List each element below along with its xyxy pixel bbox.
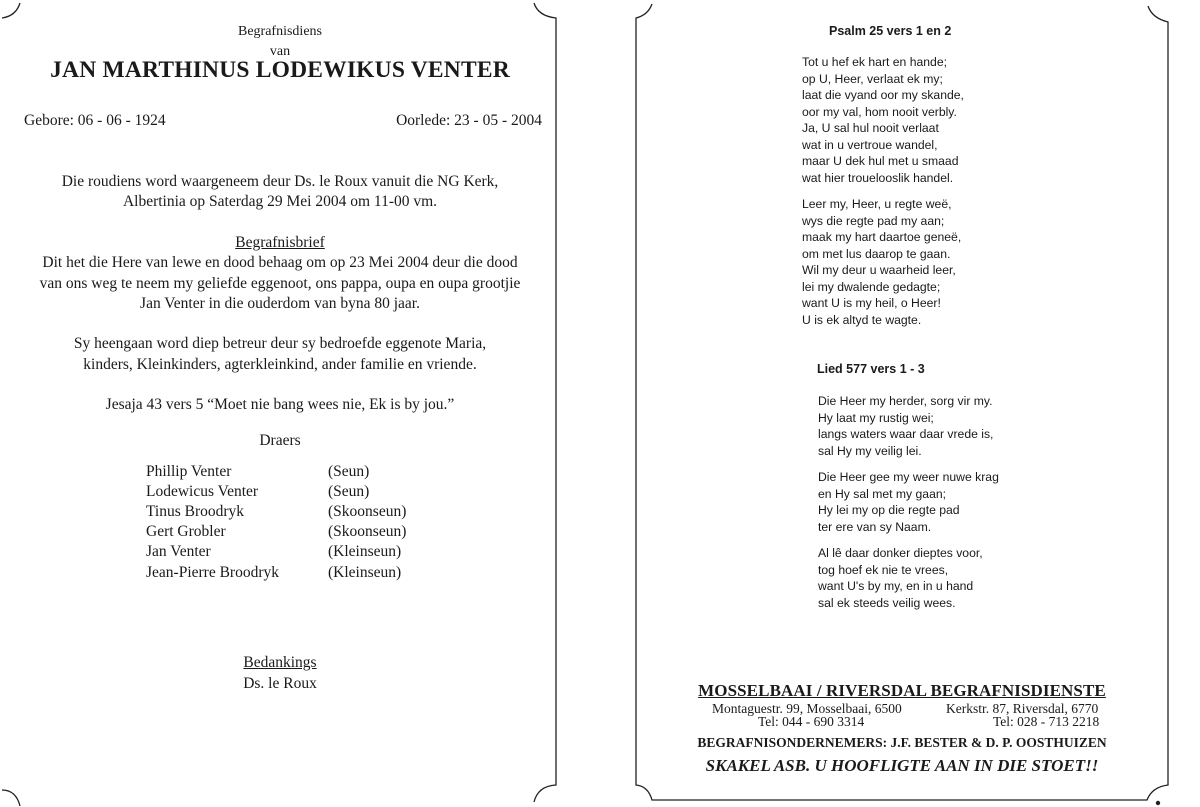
psalm-verses (802, 54, 964, 328)
hymn-heading: Lied 577 vers 1 - 3 (817, 362, 925, 376)
letter-heading: Begrafnisbrief (235, 234, 325, 251)
letter-text (0, 253, 560, 315)
bearer-relation: (Seun) (328, 483, 370, 500)
address-mosselbaai: Montaguestr. 99, Mosselbaai, 6500 (712, 701, 902, 716)
tel-riversdal: Tel: 028 - 713 2218 (993, 714, 1100, 729)
funeral-home-name: MOSSELBAAI / RIVERSDAL BEGRAFNISDIENSTE (698, 681, 1106, 700)
hymn-line: Hy laat my rustig wei; (818, 410, 934, 425)
birth-date: Gebore: 06 - 06 - 1924 (24, 112, 166, 129)
psalm-line: Tot u hef ek hart en hande; (802, 55, 947, 69)
bearer-relation: (Seun) (328, 463, 370, 480)
psalm-line: Ja, U sal hul nooit verlaat (802, 121, 939, 135)
bearer-name: Phillip Venter (146, 463, 232, 480)
bearer-name: Gert Grobler (146, 523, 226, 540)
letter-line: Jan Venter in die ouderdom van byna 80 jaar. (140, 295, 420, 312)
psalm-heading: Psalm 25 vers 1 en 2 (829, 24, 952, 38)
thanks-name: Ds. le Roux (243, 675, 317, 692)
service-info-line: Albertinia op Saterdag 29 Mei 2004 om 11-00 vm. (122, 193, 438, 210)
hymn-line: tog hoef ek nie te vrees, (818, 562, 949, 577)
thanks-heading: Bedankings (243, 654, 317, 671)
headlights-notice: SKAKEL ASB. U HOOFLIGTE AAN IN DIE STOET!! (705, 756, 1099, 775)
hymn-line: sal ek steeds veilig wees. (818, 595, 956, 610)
scripture-verse: Jesaja 43 vers 5 “Moet nie bang wees nie, Ek is by jou.” (105, 396, 455, 413)
death-date: Oorlede: 23 - 05 - 2004 (396, 112, 542, 129)
hymn-line: Al lê daar donker dieptes voor, (818, 546, 983, 560)
psalm-line: wat in u vertroue wandel, (802, 137, 938, 152)
tel-mosselbaai: Tel: 044 - 690 3314 (758, 714, 865, 729)
hymn-line: sal Hy my veilig lei. (818, 443, 922, 458)
hymn-line: langs waters waar daar vrede is, (818, 427, 994, 441)
psalm-line: maar U dek hul met u smaad (802, 154, 959, 168)
hymn-verses (818, 393, 999, 611)
hymn-line: Hy lei my op die regte pad (818, 503, 960, 517)
bearers-heading: Draers (259, 432, 301, 449)
hymn-line: ter ere van sy Naam. (818, 519, 932, 534)
bearer-name: Jean-Pierre Broodryk (146, 564, 279, 581)
mourners-text (0, 333, 560, 375)
psalm-line: Wil my deur u waarheid leer, (802, 263, 956, 277)
hymn-line: want U's by my, en in u hand (818, 579, 974, 593)
bearer-relation: (Skoonseun) (328, 503, 407, 520)
stanza-gap (818, 459, 999, 469)
psalm-line: om met lus daarop te gaan. (802, 246, 951, 261)
psalm-line: wys die regte pad my aan; (802, 213, 945, 228)
hymn-line: Die Heer gee my weer nuwe krag (818, 470, 999, 484)
hymn-line: en Hy sal met my gaan; (818, 486, 947, 501)
letter-line: van ons weg te neem my geliefde eggenoot, ons pappa, oupa en oupa grootjie (39, 274, 521, 292)
bearer-name: Lodewicus Venter (146, 483, 259, 500)
psalm-line: oor my val, hom nooit verbly. (802, 104, 957, 119)
psalm-line: want U is my heil, o Heer! (802, 296, 941, 310)
psalm-line: Leer my, Heer, u regte weë, (802, 197, 952, 211)
address-riversdal: Kerkstr. 87, Riversdal, 6770 (946, 701, 1099, 716)
psalm-line: maak my hart daartoe geneë, (802, 230, 962, 244)
bearer-relation: (Kleinseun) (328, 564, 402, 581)
deceased-name: JAN MARTHINUS LODEWIKUS VENTER (50, 57, 510, 83)
bearer-name: Jan Venter (146, 543, 211, 560)
bearer-relation: (Kleinseun) (328, 543, 402, 560)
mourners-line: Sy heengaan word diep betreur deur sy bedroefde eggenote Maria, (73, 335, 487, 352)
service-info (0, 172, 560, 212)
hymn-line: Die Heer my herder, sorg vir my. (818, 394, 993, 408)
funeral-program-left (0, 0, 560, 807)
undertakers: BEGRAFNISONDERNEMERS: J.F. BESTER & D. P. OOSTHUIZEN (697, 735, 1107, 750)
letter-line: Dit het die Here van lewe en dood behaag om op 23 Mei 2004 deur die dood (42, 254, 518, 271)
psalm-line: op U, Heer, verlaat ek my; (802, 71, 943, 86)
bearer-name: Tinus Broodryk (146, 503, 245, 520)
bearer-relation: (Skoonseun) (328, 523, 407, 540)
mourners-line: kinders, Kleinkinders, agterkleinkind, ander familie en vriende. (83, 356, 477, 373)
van-label: van (269, 44, 291, 59)
psalm-line: laat die vyand oor my skande, (802, 88, 964, 102)
service-info-line: Die roudiens word waargeneem deur Ds. le Roux vanuit die NG Kerk, (61, 173, 499, 190)
service-label: Begrafnisdiens (238, 24, 322, 39)
psalm-line: wat hier trouelooslik handel. (802, 170, 954, 185)
stanza-gap (818, 535, 999, 545)
psalm-line: lei my dwalende gedagte; (802, 279, 941, 294)
stanza-gap (802, 186, 964, 196)
psalm-line: U is ek altyd te wagte. (802, 312, 922, 327)
